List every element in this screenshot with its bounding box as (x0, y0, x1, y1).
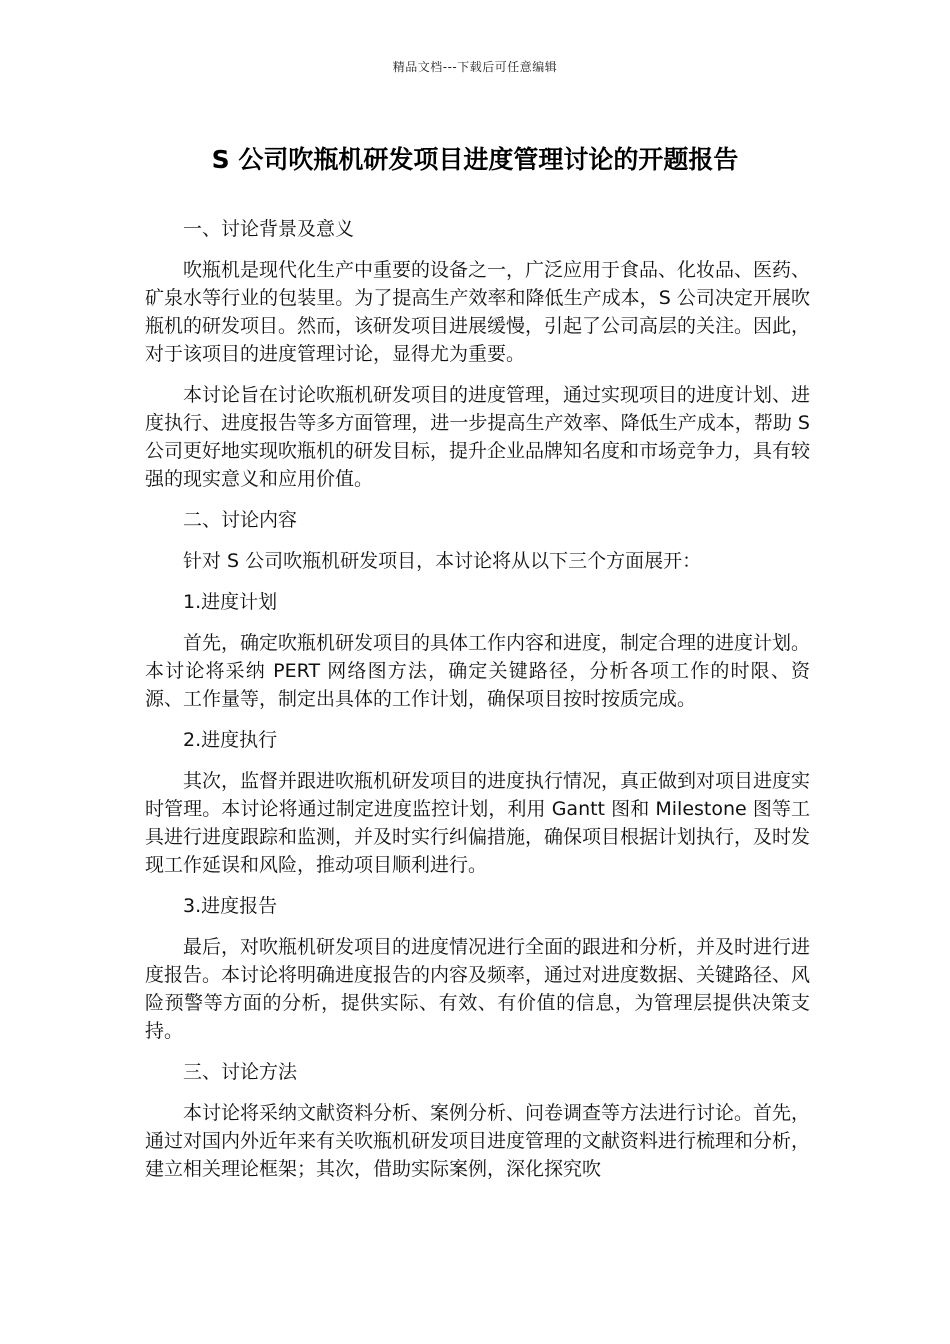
header-note: 精品文档---下载后可任意编辑 (392, 60, 558, 74)
paragraph-schedule-plan: 首先，确定吹瓶机研发项目的具体工作内容和进度，制定合理的进度计划。本讨论将采纳 PERT 网络图方法，确定关键路径，分析各项工作的时限、资源、工作量等，制定出具体的工作计划，确保项目按时按质完成。 (145, 632, 811, 710)
section-heading-method: 三、讨论方法 (183, 1061, 298, 1083)
subheading-schedule-execution: 2.进度执行 (183, 729, 278, 751)
document-title: S 公司吹瓶机研发项目进度管理讨论的开题报告 (211, 145, 739, 174)
subheading-schedule-report: 3.进度报告 (183, 895, 278, 917)
paragraph-schedule-execution: 其次，监督并跟进吹瓶机研发项目的进度执行情况，真正做到对项目进度实时管理。本讨论将通过制定进度监控计划，利用 Gantt 图和 Milestone 图等工具进行进度跟踪和监测，并及时实行纠偏措施，确保项目根据计划执行，及时发现工作延误和风险，推动项目顺利进行。 (145, 770, 811, 876)
subheading-schedule-plan: 1.进度计划 (183, 591, 278, 613)
section-heading-background: 一、讨论背景及意义 (183, 218, 355, 240)
paragraph-content-intro: 针对 S 公司吹瓶机研发项目，本讨论将从以下三个方面展开： (183, 550, 702, 572)
paragraph-schedule-report: 最后，对吹瓶机研发项目的进度情况进行全面的跟进和分析，并及时进行进度报告。本讨论将明确进度报告的内容及频率，通过对进度数据、关键路径、风险预警等方面的分析，提供实际、有效、有价值的信息，为管理层提供决策支持。 (145, 936, 811, 1042)
document-body (145, 215, 810, 1196)
paragraph-background-1: 吹瓶机是现代化生产中重要的设备之一，广泛应用于食品、化妆品、医药、矿泉水等行业的包装里。为了提高生产效率和降低生产成本，S 公司决定开展吹瓶机的研发项目。然而，该研发项目进展缓慢，引起了公司高层的关注。因此，对于该项目的进度管理讨论，显得尤为重要。 (145, 259, 811, 365)
paragraph-background-2: 本讨论旨在讨论吹瓶机研发项目的进度管理，通过实现项目的进度计划、进度执行、进度报告等多方面管理，进一步提高生产效率、降低生产成本，帮助 S 公司更好地实现吹瓶机的研发目标，提升企业品牌知名度和市场竞争力，具有较强的现实意义和应用价值。 (145, 384, 811, 490)
paragraph-method: 本讨论将采纳文献资料分析、案例分析、问卷调查等方法进行讨论。首先，通过对国内外近年来有关吹瓶机研发项目进度管理的文献资料进行梳理和分析，建立相关理论框架；其次，借助实际案例，深化探究吹 (145, 1102, 811, 1180)
section-heading-content: 二、讨论内容 (183, 509, 298, 531)
